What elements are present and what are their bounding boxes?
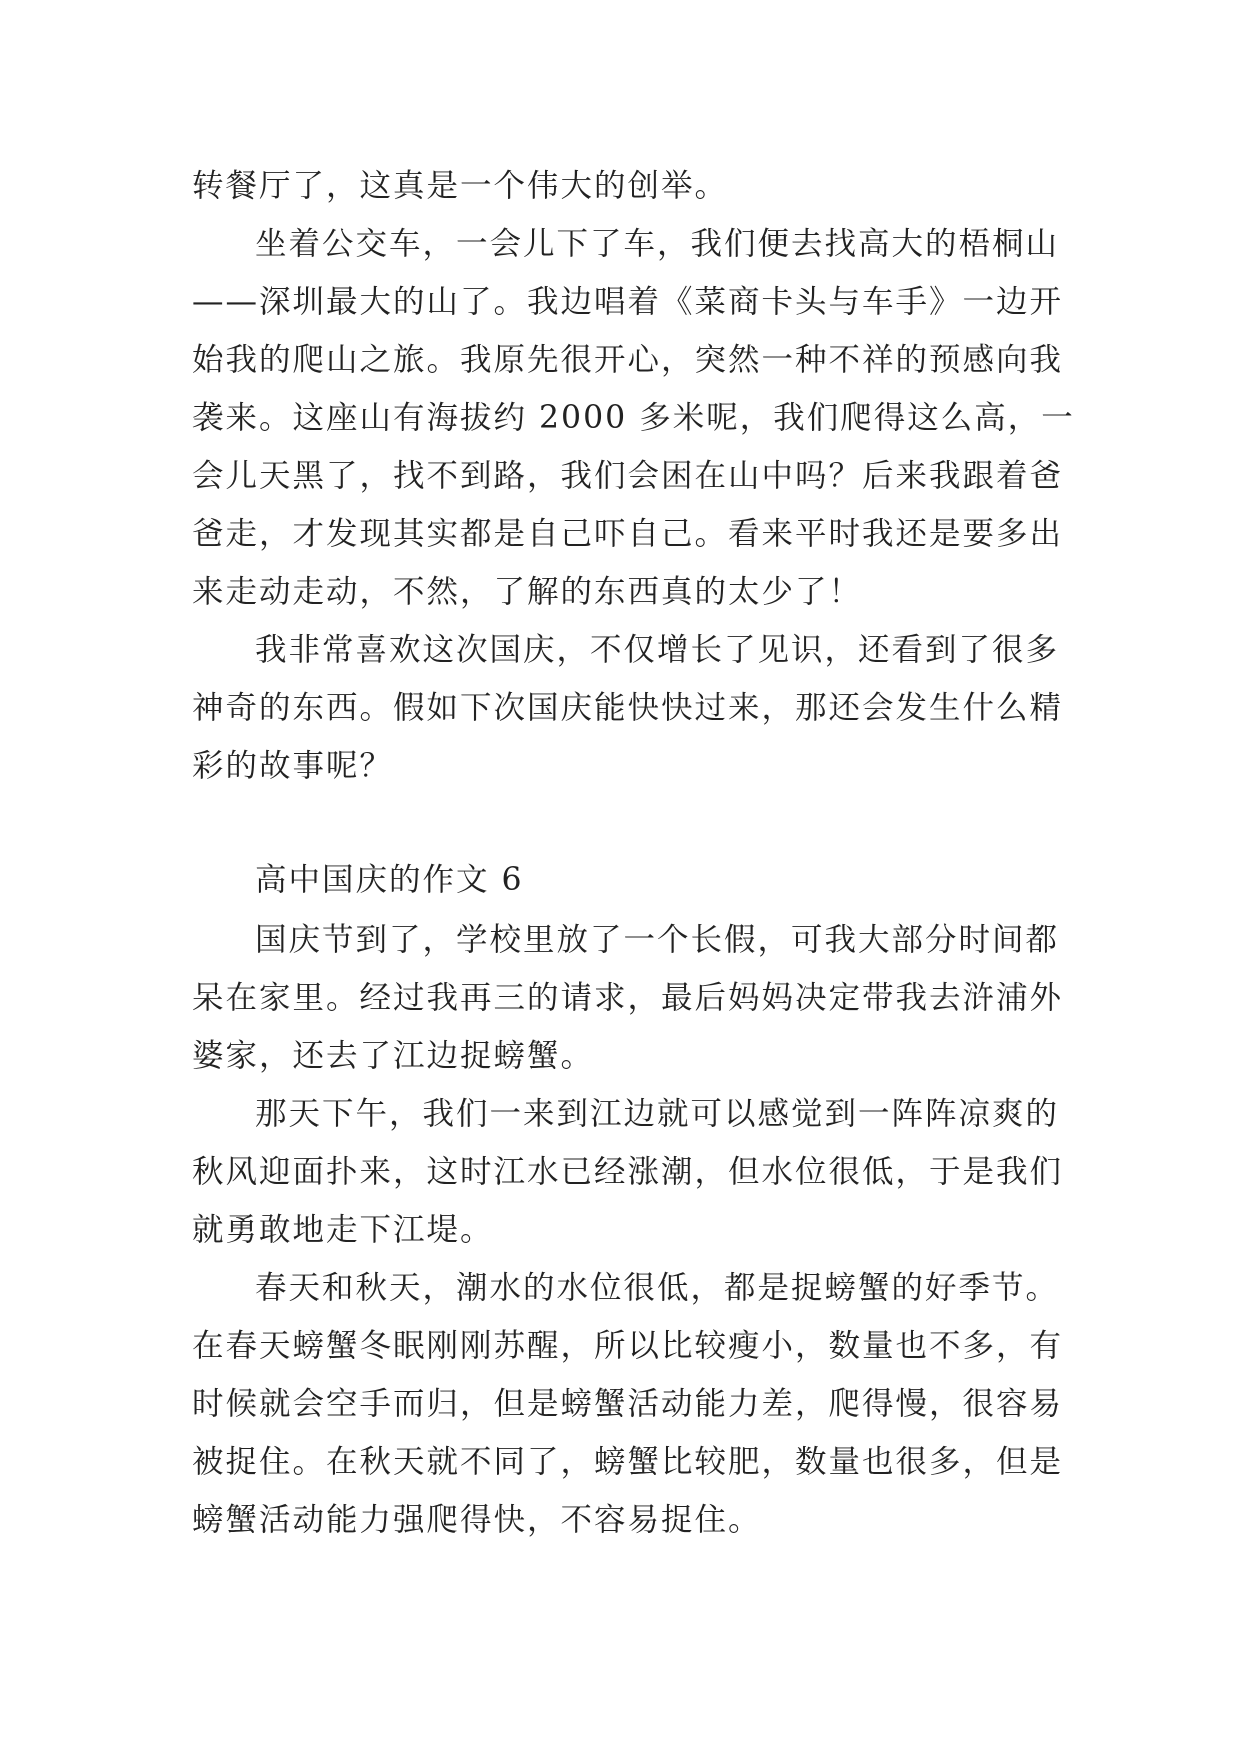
paragraph-first-line: 国庆节到了，学校里放了一个长假，可我大部分时间都: [255, 922, 1060, 958]
paragraph-first-line: 春天和秋天，潮水的水位很低，都是捉螃蟹的好季节。: [255, 1270, 1060, 1306]
text-line: 袭来。这座山有海拔约 2000 多米呢，我们爬得这么高，一: [192, 400, 1075, 436]
text-line: 神奇的东西。假如下次国庆能快快过来，那还会发生什么精: [192, 690, 1064, 726]
paragraph-first-line: 坐着公交车，一会儿下了车，我们便去找高大的梧桐山: [255, 226, 1060, 262]
text-line: 螃蟹活动能力强爬得快，不容易捉住。: [192, 1502, 762, 1538]
text-line: 婆家，还去了江边捉螃蟹。: [192, 1038, 595, 1074]
text-line: ——深圳最大的山了。我边唱着《菜商卡头与车手》一边开: [192, 284, 1064, 320]
text-line: 爸走，才发现其实都是自己吓自己。看来平时我还是要多出: [192, 516, 1064, 552]
section-heading: 高中国庆的作文 6: [255, 862, 524, 898]
text-line: 呆在家里。经过我再三的请求，最后妈妈决定带我去浒浦外: [192, 980, 1064, 1016]
text-line: 会儿天黑了，找不到路，我们会困在山中吗？后来我跟着爸: [192, 458, 1064, 494]
text-line: 被捉住。在秋天就不同了，螃蟹比较肥，数量也很多，但是: [192, 1444, 1064, 1480]
paragraph-first-line: 我非常喜欢这次国庆，不仅增长了见识，还看到了很多: [255, 632, 1060, 668]
text-line: 彩的故事呢？: [192, 748, 394, 784]
text-line: 始我的爬山之旅。我原先很开心，突然一种不祥的预感向我: [192, 342, 1064, 378]
text-line: 时候就会空手而归，但是螃蟹活动能力差，爬得慢，很容易: [192, 1386, 1064, 1422]
text-line: 来走动走动，不然，了解的东西真的太少了！: [192, 574, 863, 610]
paragraph-first-line: 那天下午，我们一来到江边就可以感觉到一阵阵凉爽的: [255, 1096, 1060, 1132]
text-line: 就勇敢地走下江堤。: [192, 1212, 494, 1248]
text-line: 在春天螃蟹冬眠刚刚苏醒，所以比较瘦小，数量也不多，有: [192, 1328, 1064, 1364]
text-line: 转餐厅了，这真是一个伟大的创举。: [192, 168, 729, 204]
text-line: 秋风迎面扑来，这时江水已经涨潮，但水位很低，于是我们: [192, 1154, 1064, 1190]
